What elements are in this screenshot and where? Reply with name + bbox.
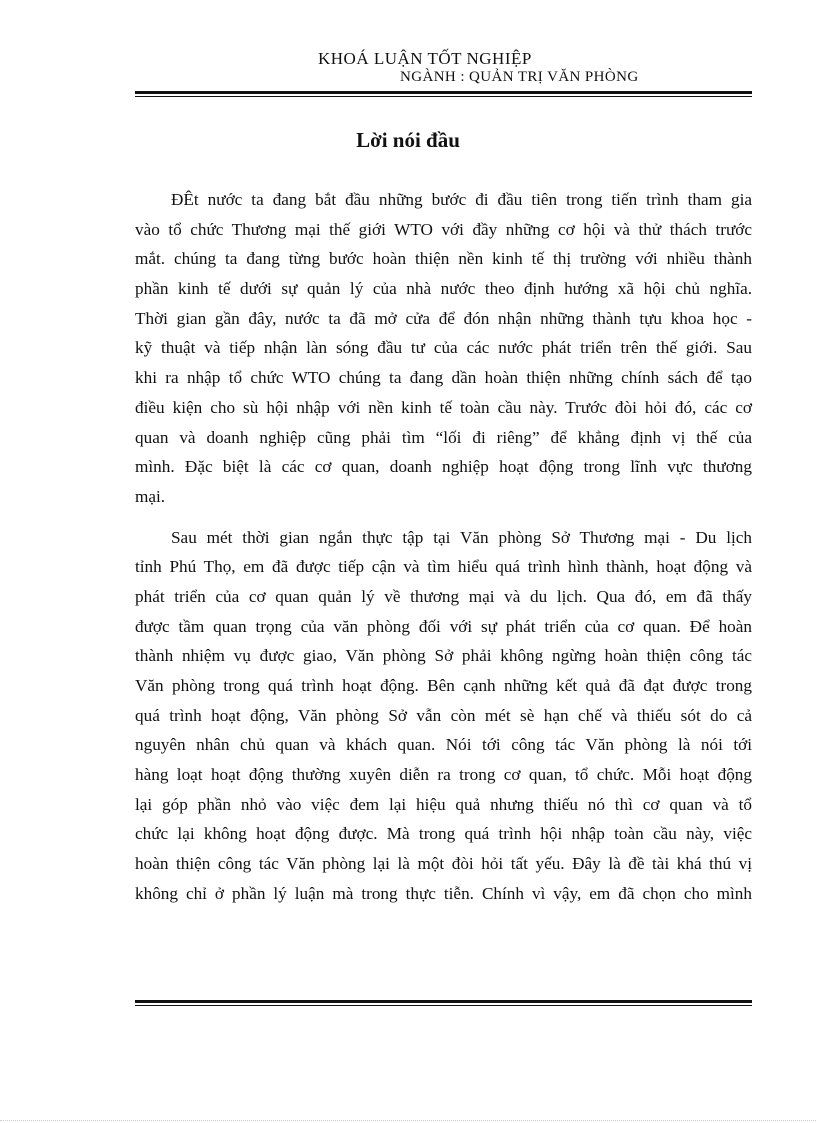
text-line: được tầm quan trọng của văn phòng đối với sự phát triển của cơ quan. Để hoàn — [135, 616, 752, 636]
text-line: phần kinh tế dưới sự quản lý của nhà nước theo định hướng xã hội chủ nghĩa. — [135, 279, 752, 299]
page-edge — [0, 1120, 816, 1121]
text-line: khi ra nhập tổ chức WTO chúng ta đang dần hoàn thiện những chính sách để tạo — [135, 368, 752, 388]
text-line: nguyên nhân chủ quan và khách quan. Nói tới công tác Văn phòng là nói tới — [135, 735, 752, 755]
text-line: mại. — [135, 486, 166, 506]
header-title: KHOÁ LUẬN TỐT NGHIỆP — [318, 49, 532, 68]
paragraph-1 — [135, 185, 752, 512]
text-line: Văn phòng trong quá trình hoạt động. Bên cạnh những kết quả đã đạt được trong — [135, 676, 752, 695]
text-line: Sau mét thời gian ngắn thực tập tại Văn phòng Sở Thương mại - Du lịch — [171, 527, 752, 547]
footer-divider — [135, 1000, 752, 1006]
text-line: mắt. chúng ta đang từng bước hoàn thiện nền kinh tế thị trường với nhiều thành — [135, 249, 752, 269]
text-line: điều kiện cho sù hội nhập với nền kinh tế toàn cầu này. Trước đòi hỏi đó, các cơ — [135, 397, 752, 417]
text-line: không chỉ ở phần lý luận mà trong thực tiễn. Chính vì vậy, em đã chọn cho mình — [135, 883, 752, 903]
paragraph-2 — [135, 523, 752, 909]
body-text — [135, 185, 752, 909]
text-line: kỹ thuật và tiếp nhận làn sóng đầu tư của các nước phát triển trên thế giới. Sau — [135, 338, 752, 358]
text-line: thành nhiệm vụ được giao, Văn phòng Sở phải không ngừng hoàn thiện công tác — [135, 646, 752, 666]
text-line: mình. Đặc biệt là các cơ quan, doanh nghiệp hoạt động trong lĩnh vực thương — [135, 457, 752, 477]
section-heading: Lời nói đầu — [356, 128, 460, 152]
text-line: hàng loạt hoạt động thường xuyên diễn ra trong cơ quan, tổ chức. Mỗi hoạt động — [135, 765, 752, 785]
text-line: hoàn thiện công tác Văn phòng lại là một đòi hỏi tất yếu. Đây là đề tài khá thú vị — [135, 854, 752, 874]
text-line: vào tổ chức Thương mại thế giới WTO với đầy những cơ hội và thử thách trước — [135, 219, 752, 239]
text-line: phát triển của cơ quan quản lý về thương mại và du lịch. Qua đó, em đã thấy — [135, 586, 752, 606]
text-line: quan và doanh nghiệp cũng phải tìm “lối đi riêng” để khẳng định vị thế của — [135, 427, 752, 447]
text-line: Thời gian gần đây, nước ta đã mở cửa để đón nhận những thành tựu khoa học - — [135, 308, 752, 328]
text-line: tỉnh Phú Thọ, em đã được tiếp cận và tìm hiểu quá trình hình thành, hoạt động và — [135, 557, 752, 577]
header-divider — [135, 91, 752, 97]
text-line: quá trình hoạt động, Văn phòng Sở vẫn còn mét sè hạn chế và thiếu sót do cả — [135, 705, 752, 725]
header-subtitle: NGÀNH : QUẢN TRỊ VĂN PHÒNG — [400, 69, 639, 85]
text-line: chức lại không hoạt động được. Mà trong quá trình hội nhập toàn cầu này, việc — [135, 824, 752, 844]
text-line: lại góp phần nhỏ vào việc đem lại hiệu quả nhưng thiếu nó thì cơ quan và tổ — [135, 794, 752, 814]
text-line: ĐÊt nước ta đang bắt đầu những bước đi đầu tiên trong tiến trình tham gia — [171, 190, 752, 209]
